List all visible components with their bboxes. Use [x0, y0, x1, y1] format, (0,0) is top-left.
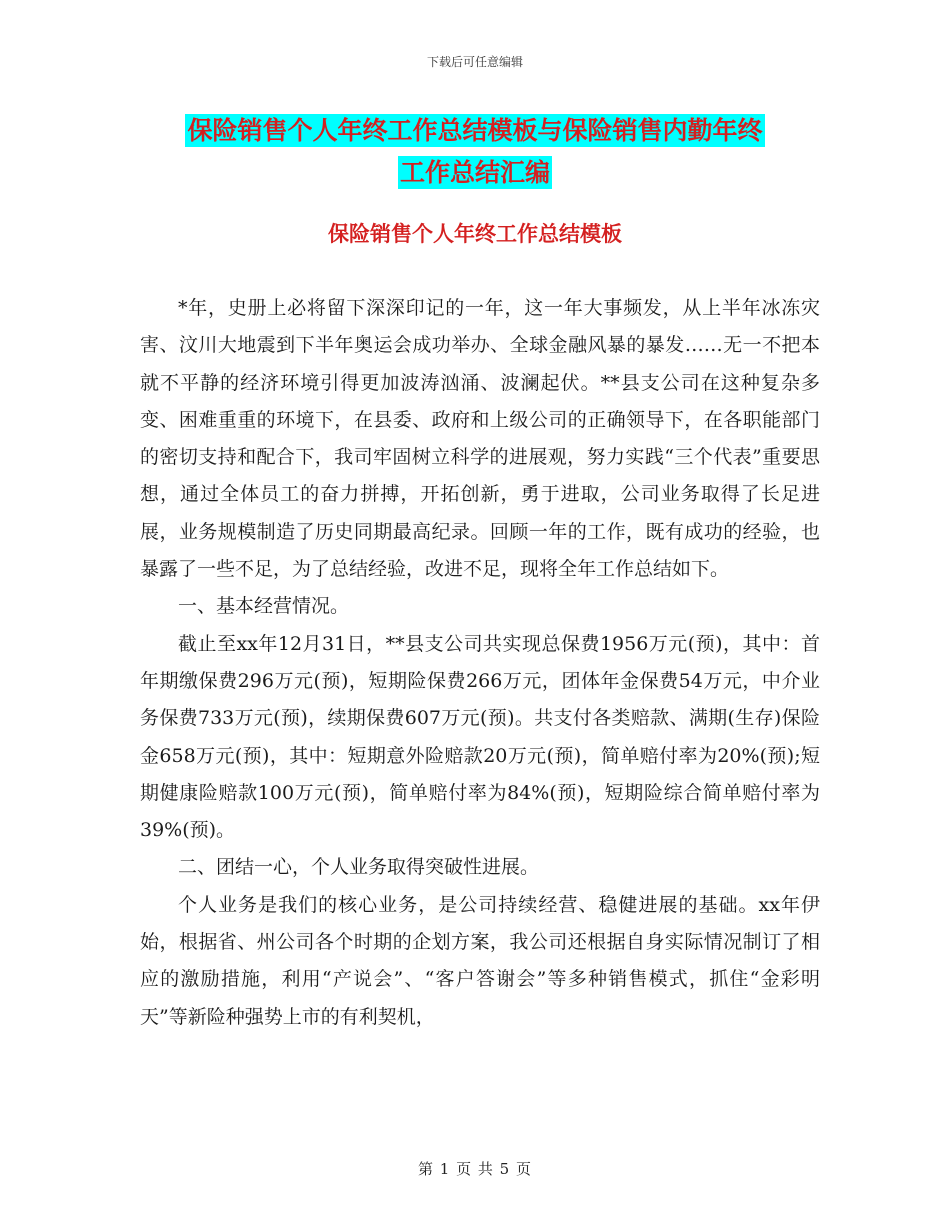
- document-body: [140, 290, 820, 1036]
- page-footer: 第 1 页 共 5 页: [418, 1160, 532, 1178]
- document-title-line-2: 工作总结汇编: [399, 158, 550, 187]
- section-title: 保险销售个人年终工作总结模板: [328, 222, 622, 246]
- document-title-line-1: 保险销售个人年终工作总结模板与保险销售内勤年终: [187, 116, 763, 145]
- paragraph-operations: 截止至xx年12月31日，**县支公司共实现总保费1956万元(预)，其中：首年期缴保费296万元(预)，短期险保费266万元，团体年金保费54万元，中介业务保费733万元(预)，续期保费607万元(预)。共支付各类赔款、满期(生存)保险金658万元(预)，其中：短期意外险赔款20万元(预)，简单赔付率为20%(预);短期健康险赔款100万元(预)，简单赔付率为84%(预)，短期险综合简单赔付率为39%(预)。: [140, 632, 820, 842]
- paragraph-heading-2: 二、团结一心，个人业务取得突破性进展。: [178, 856, 540, 879]
- paragraph-intro: *年，史册上必将留下深深印记的一年，这一年大事频发，从上半年冰冻灾害、汶川大地震到下半年奥运会成功举办、全球金融风暴的暴发……无一不把本就不平静的经济环境引得更加波涛汹涌、波澜起伏。**县支公司在这种复杂多变、困难重重的环境下，在县委、政府和上级公司的正确领导下，在各职能部门的密切支持和配合下，我司牢固树立科学的进展观，努力实践“三个代表”重要思想，通过全体员工的奋力拼搏，开拓创新，勇于进取，公司业务取得了长足进展，业务规模制造了历史同期最高纪录。回顾一年的工作，既有成功的经验，也暴露了一些不足，为了总结经验，改进不足，现将全年工作总结如下。: [140, 297, 820, 581]
- paragraph-personal-business: 个人业务是我们的核心业务，是公司持续经营、稳健进展的基础。xx年伊始，根据省、州公司各个时期的企划方案，我公司还根据自身实际情况制订了相应的激励措施，利用“产说会”、“客户答谢会”等多种销售模式，抓住“金彩明天”等新险种强势上市的有利契机，: [140, 893, 820, 1028]
- paragraph-heading-1: 一、基本经营情况。: [178, 595, 350, 618]
- document-title: [0, 110, 950, 194]
- header-note: 下载后可任意编辑: [426, 55, 523, 69]
